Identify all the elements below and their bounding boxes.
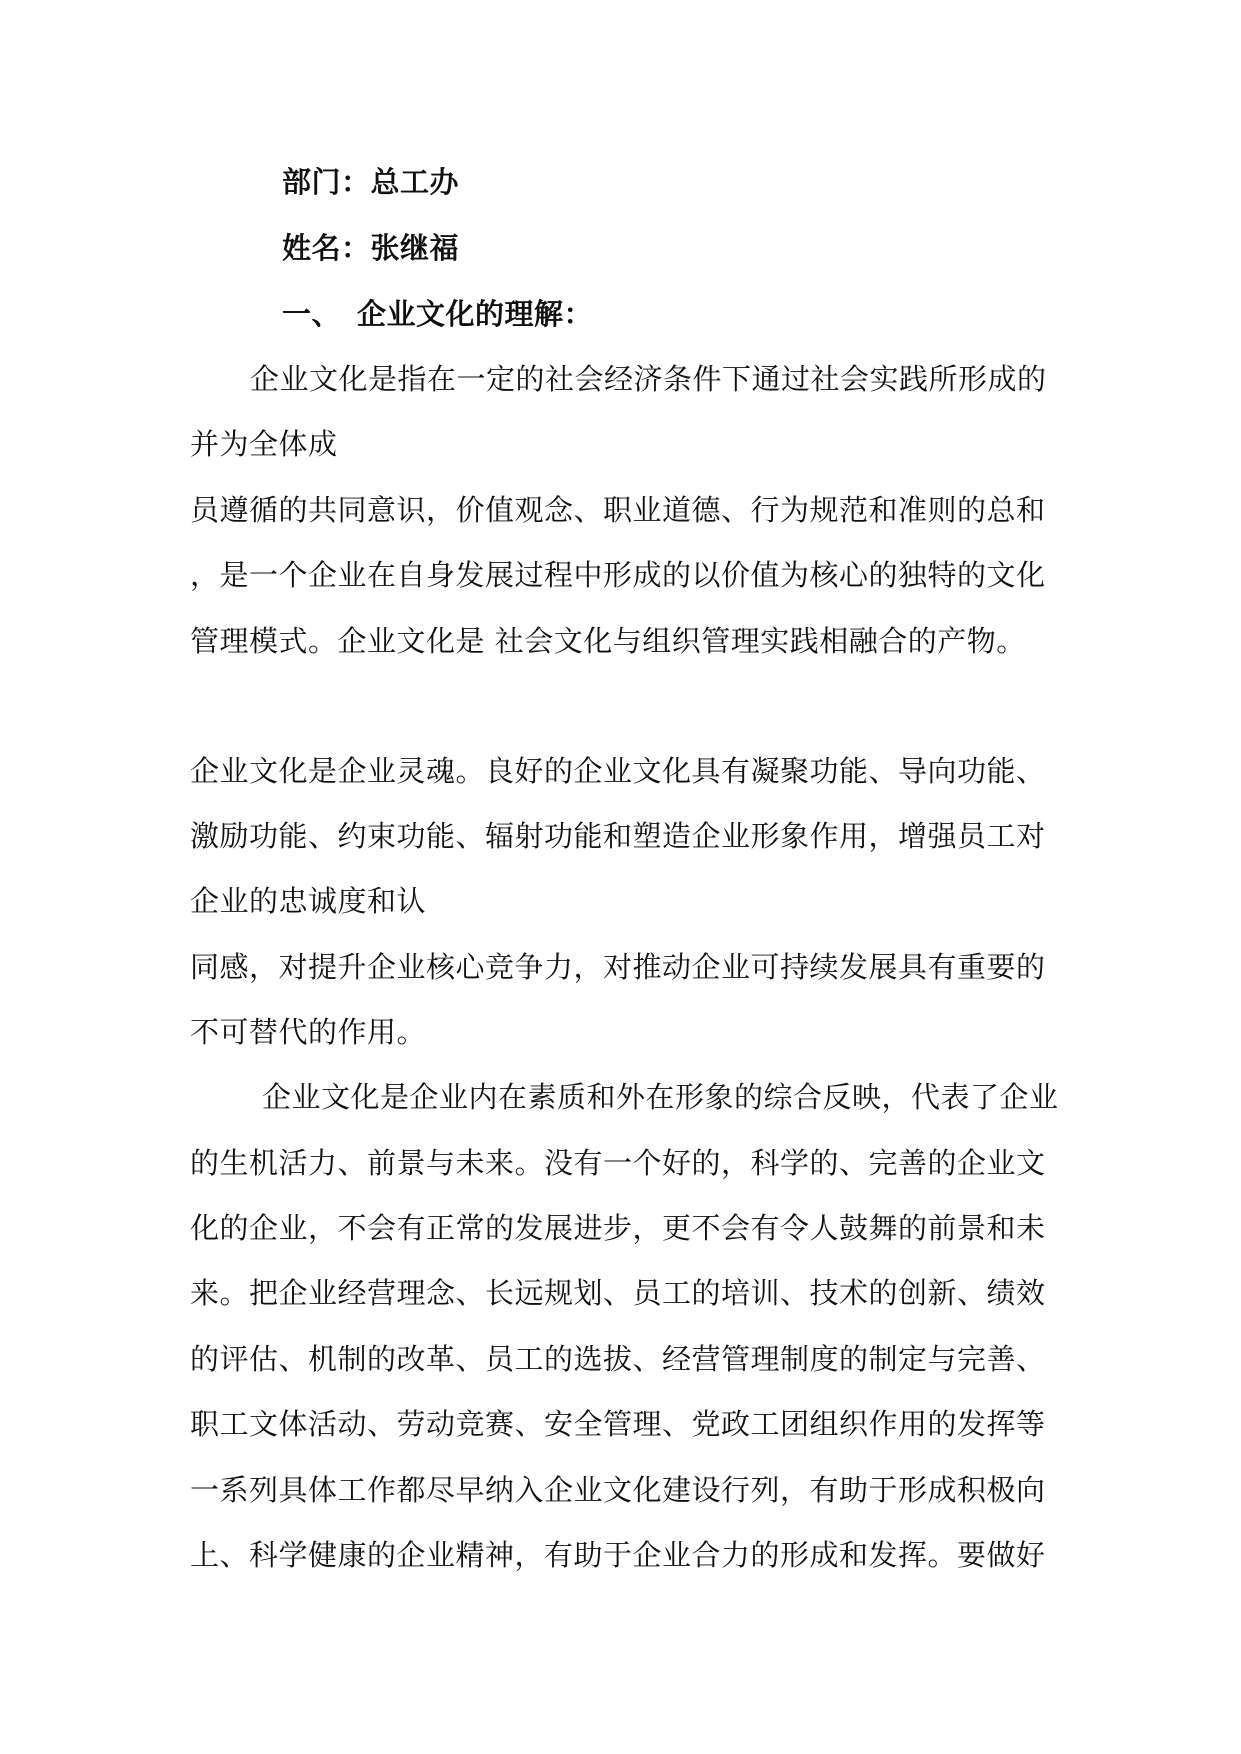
body-line-10: 不可替代的作用。 bbox=[190, 1015, 427, 1049]
body-line-3: 员遵循的共同意识，价值观念、职业道德、行为规范和准则的总和 bbox=[190, 493, 1046, 527]
department-line: 部门：总工办 bbox=[282, 165, 460, 199]
body-line-4: ，是一个企业在自身发展过程中形成的以价值为核心的独特的文化 bbox=[190, 558, 1046, 592]
body-line-14: 来。把企业经营理念、长远规划、员工的培训、技术的创新、绩效 bbox=[190, 1276, 1046, 1310]
body-line-7: 激励功能、约束功能、辐射功能和塑造企业形象作用，增强员工对 bbox=[190, 819, 1046, 853]
body-line-13: 化的企业，不会有正常的发展进步，更不会有令人鼓舞的前景和未 bbox=[190, 1211, 1046, 1245]
body-line-17: 一系列具体工作都尽早纳入企业文化建设行列，有助于形成积极向 bbox=[190, 1473, 1046, 1507]
name-line: 姓名：张继福 bbox=[282, 231, 460, 265]
body-line-12: 的生机活力、前景与未来。没有一个好的，科学的、完善的企业文 bbox=[190, 1146, 1046, 1180]
body-line-15: 的评估、机制的改革、员工的选拔、经营管理制度的制定与完善、 bbox=[190, 1342, 1046, 1376]
body-line-16: 职工文体活动、劳动竞赛、安全管理、党政工团组织作用的发挥等 bbox=[190, 1407, 1046, 1441]
body-line-5: 管理模式。企业文化是 社会文化与组织管理实践相融合的产物。 bbox=[190, 624, 1026, 658]
body-line-8: 企业的忠诚度和认 bbox=[190, 884, 427, 918]
body-line-2: 并为全体成 bbox=[190, 427, 338, 461]
body-line-18: 上、科学健康的企业精神，有助于企业合力的形成和发挥。要做好 bbox=[190, 1538, 1046, 1572]
section-number: 一、 bbox=[282, 297, 342, 331]
body-line-1: 企业文化是指在一定的社会经济条件下通过社会实践所形成的 bbox=[250, 362, 1047, 396]
body-line-11: 企业文化是企业内在素质和外在形象的综合反映，代表了企业 bbox=[262, 1080, 1059, 1114]
section-title: 企业文化的理解： bbox=[357, 297, 594, 331]
body-line-6: 企业文化是企业灵魂。良好的企业文化具有凝聚功能、导向功能、 bbox=[190, 754, 1046, 788]
body-line-9: 同感，对提升企业核心竞争力，对推动企业可持续发展具有重要的 bbox=[190, 950, 1046, 984]
